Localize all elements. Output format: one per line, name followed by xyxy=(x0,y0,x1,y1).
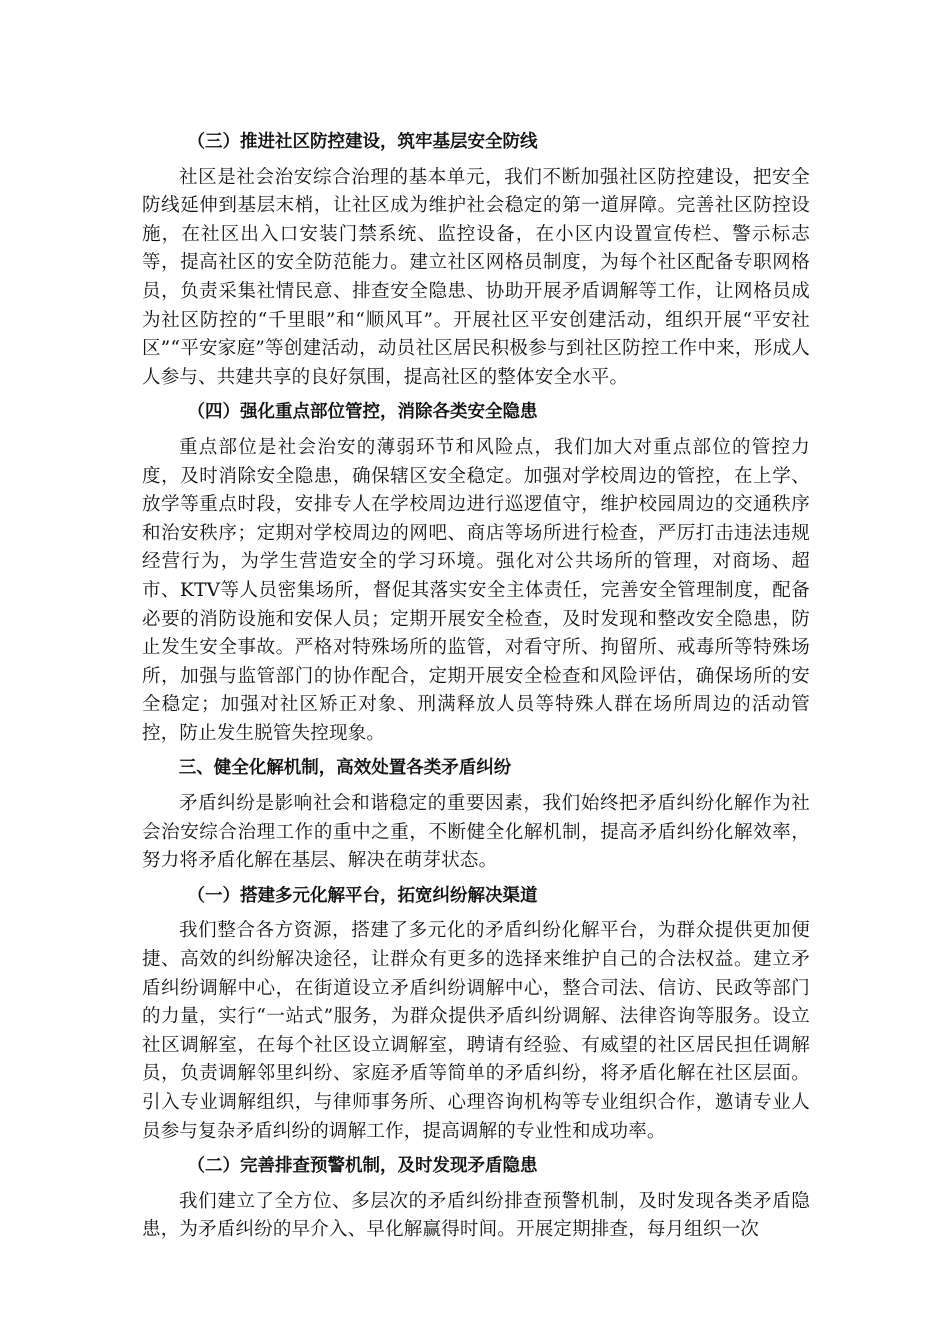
section-heading-key-areas: （四）强化重点部位管控，消除各类安全隐患 xyxy=(187,402,538,423)
paragraph-early-warning: 我们建立了全方位、多层次的矛盾纠纷排查预警机制，及时发现各类矛盾隐患，为矛盾纠纷的早介入、早化解赢得时间。开展定期排查，每月组织一次 xyxy=(142,1190,810,1241)
document-page xyxy=(142,122,810,1250)
paragraph-key-areas: 重点部位是社会治安的薄弱环节和风险点，我们加大对重点部位的管控力度，及时消除安全隐患，确保辖区安全稳定。加强对学校周边的管控，在上学、放学等重点时段，安排专人在学校周边进行巡逻值守，维护校园周边的交通秩序和治安秩序；定期对学校周边的网吧、商店等场所进行检查，严厉打击违法违规经营行为，为学生营造安全的学习环境。强化对公共场所的管理，对商场、超市、KTV等人员密集场所，督促其落实安全主体责任，完善安全管理制度，配备必要的消防设施和安保人员；定期开展安全检查，及时发现和整改安全隐患，防止发生安全事故。严格对特殊场所的监管，对看守所、拘留所、戒毒所等特殊场所，加强与监管部门的协作配合，定期开展安全检查和风险评估，确保场所的安全稳定；加强对社区矫正对象、刑满释放人员等特殊人群在场所周边的活动管控，防止发生脱管失控现象。 xyxy=(142,436,810,744)
section-heading-early-warning: （二）完善排查预警机制，及时发现矛盾隐患 xyxy=(187,1156,538,1177)
paragraph-community-prevention: 社区是社会治安综合治理的基本单元，我们不断加强社区防控建设，把安全防线延伸到基层末梢，让社区成为维护社会稳定的第一道屏障。完善社区防控设施，在社区出入口安装门禁系统、监控设备，在小区内设置宣传栏、警示标志等，提高社区的安全防范能力。建立社区网格员制度，为每个社区配备专职网格员，负责采集社情民意、排查安全隐患、协助开展矛盾调解等工作，让网格员成为社区防控的“千里眼”和“顺风耳”。开展社区平安创建活动，组织开展“平安社区”“平安家庭”等创建活动，动员社区居民积极参与到社区防控工作中来，形成人人参与、共建共享的良好氛围，提高社区的整体安全水平。 xyxy=(142,166,810,388)
paragraph-dispute-intro: 矛盾纠纷是影响社会和谐稳定的重要因素，我们始终把矛盾纠纷化解作为社会治安综合治理工作的重中之重，不断健全化解机制，提高矛盾纠纷化解效率，努力将矛盾化解在基层、解决在萌芽状态。 xyxy=(142,793,810,872)
chapter-heading-dispute-resolution: 三、健全化解机制，高效处置各类矛盾纠纷 xyxy=(178,758,512,779)
paragraph-mediation-platform: 我们整合各方资源，搭建了多元化的矛盾纠纷化解平台，为群众提供更加便捷、高效的纠纷解决途径，让群众有更多的选择来维护自己的合法权益。建立矛盾纠纷调解中心，在街道设立矛盾纠纷调解中心，整合司法、信访、民政等部门的力量，实行“一站式”服务，为群众提供矛盾纠纷调解、法律咨询等服务。设立社区调解室，在每个社区设立调解室，聘请有经验、有威望的社区居民担任调解员，负责调解邻里纠纷、家庭矛盾等简单的矛盾纠纷，将矛盾化解在社区层面。引入专业调解组织，与律师事务所、心理咨询机构等专业组织合作，邀请专业人员参与复杂矛盾纠纷的调解工作，提高调解的专业性和成功率。 xyxy=(142,920,810,1142)
section-heading-community-prevention: （三）推进社区防控建设，筑牢基层安全防线 xyxy=(187,132,538,152)
section-heading-mediation-platform: （一）搭建多元化解平台，拓宽纠纷解决渠道 xyxy=(187,885,538,906)
